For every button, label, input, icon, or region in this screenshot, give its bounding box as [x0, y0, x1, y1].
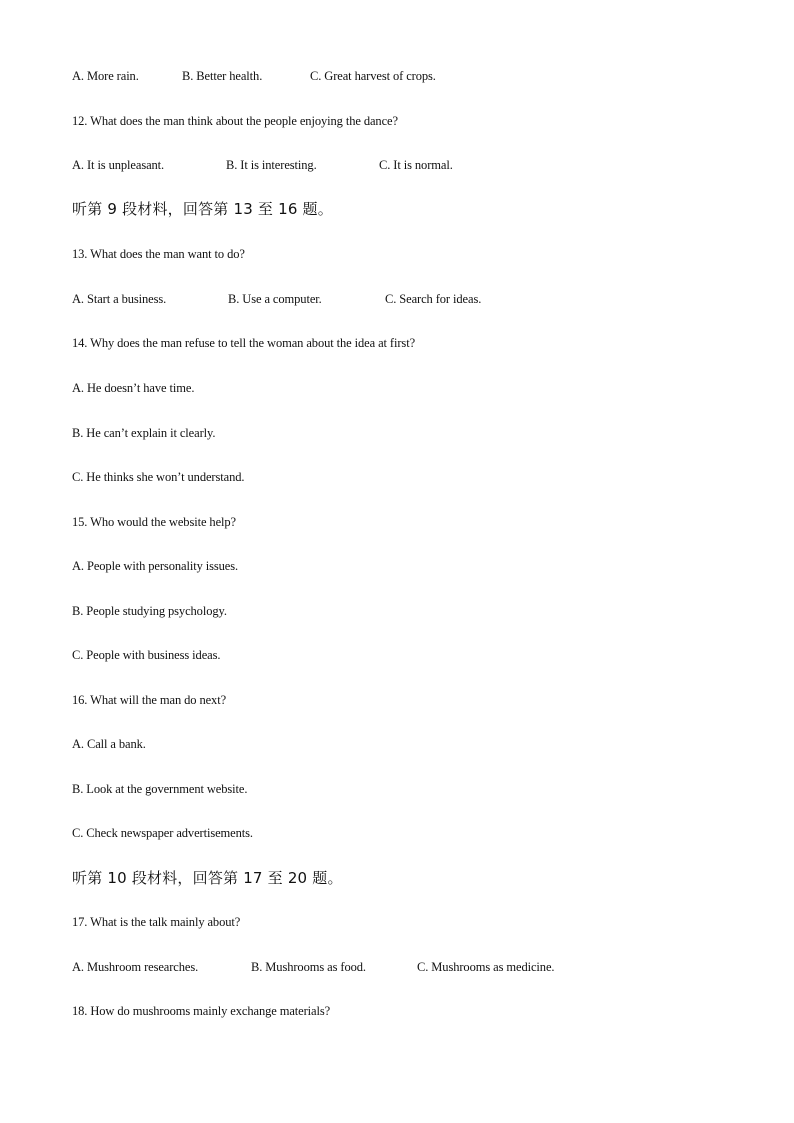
- q13-option-a: A. Start a business.: [72, 292, 167, 306]
- q17-option-c: C. Mushrooms as medicine.: [417, 960, 555, 974]
- q14-option-a: A. He doesn’t have time.: [72, 381, 195, 395]
- q16-question: 16. What will the man do next?: [72, 693, 227, 707]
- q15-question: 15. Who would the website help?: [72, 515, 236, 529]
- q12-option-a: A. It is unpleasant.: [72, 158, 165, 172]
- section-10-heading: 听第 10 段材料，回答第 17 至 20 题。: [72, 869, 343, 887]
- q18-question: 18. How do mushrooms mainly exchange materials?: [72, 1004, 331, 1018]
- q13-question: 13. What does the man want to do?: [72, 247, 245, 261]
- q15-option-a: A. People with personality issues.: [72, 559, 239, 573]
- q15-option-c: C. People with business ideas.: [72, 648, 221, 662]
- q13-option-b: B. Use a computer.: [228, 292, 322, 306]
- q17-question: 17. What is the talk mainly about?: [72, 915, 241, 929]
- q12-option-c: C. It is normal.: [379, 158, 453, 172]
- q17-option-a: A. Mushroom researches.: [72, 960, 199, 974]
- q12-question: 12. What does the man think about the people enjoying the dance?: [72, 114, 398, 128]
- q11-option-c: C. Great harvest of crops.: [310, 69, 436, 83]
- q16-option-c: C. Check newspaper advertisements.: [72, 826, 253, 840]
- q12-option-b: B. It is interesting.: [226, 158, 317, 172]
- q14-question: 14. Why does the man refuse to tell the woman about the idea at first?: [72, 336, 416, 350]
- q16-option-b: B. Look at the government website.: [72, 782, 248, 796]
- q14-option-b: B. He can’t explain it clearly.: [72, 426, 216, 440]
- q14-option-c: C. He thinks she won’t understand.: [72, 470, 245, 484]
- q11-option-a: A. More rain.: [72, 69, 139, 83]
- q16-option-a: A. Call a bank.: [72, 737, 146, 751]
- q15-option-b: B. People studying psychology.: [72, 604, 227, 618]
- q17-option-b: B. Mushrooms as food.: [251, 960, 366, 974]
- section-9-heading: 听第 9 段材料，回答第 13 至 16 题。: [72, 200, 333, 218]
- q11-option-b: B. Better health.: [182, 69, 263, 83]
- q13-option-c: C. Search for ideas.: [385, 292, 482, 306]
